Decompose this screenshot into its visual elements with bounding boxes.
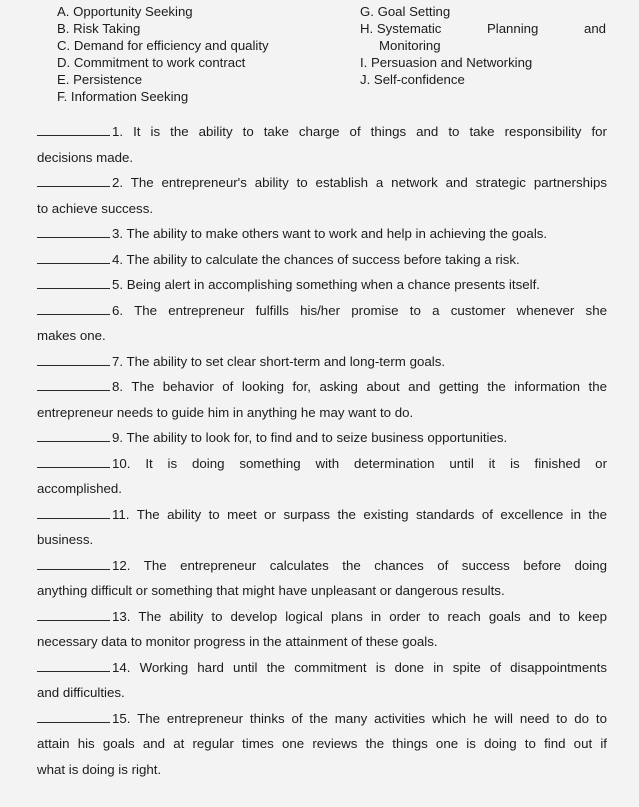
question-text: 14. Working hard until the commitment is done in spite of disappointments xyxy=(112,659,607,675)
question-text: 9. The ability to look for, to find and to seize business opportunities. xyxy=(112,430,508,445)
question-line xyxy=(37,502,607,528)
answer-blank[interactable] xyxy=(37,226,110,238)
answer-blank[interactable] xyxy=(37,456,110,468)
question-item xyxy=(37,298,607,349)
question-item xyxy=(37,374,607,425)
question-line xyxy=(37,221,607,247)
question-continuation: attain his goals and at regular times one reviews the things one is doing to find out if xyxy=(37,736,607,751)
answer-blank[interactable] xyxy=(37,277,110,289)
question-item xyxy=(37,170,607,221)
question-line xyxy=(37,553,607,579)
choice-h-part-3: and xyxy=(583,21,606,36)
question-continuation: and difficulties. xyxy=(37,685,125,700)
question-continuation: entrepreneur needs to guide him in anything he may want to do. xyxy=(37,404,414,420)
answer-blank[interactable] xyxy=(37,558,110,570)
choice-h-part-2: Planning xyxy=(487,21,539,36)
question-item xyxy=(37,119,607,170)
answer-blank[interactable] xyxy=(37,609,110,621)
question-item xyxy=(37,425,607,451)
choice-c: C. Demand for efficiency and quality xyxy=(57,38,269,53)
choice-h xyxy=(360,20,606,37)
question-continuation-2: what is doing is right. xyxy=(37,761,162,777)
choice-f: F. Information Seeking xyxy=(57,89,189,104)
question-text: 2. The entrepreneur's ability to establish a network and strategic partnerships xyxy=(112,175,607,190)
question-text: 1. It is the ability to take charge of things and to take responsibility for xyxy=(112,124,607,139)
question-item xyxy=(37,655,607,706)
question-text: 4. The ability to calculate the chances of success before taking a risk. xyxy=(112,251,520,267)
choice-d: D. Commitment to work contract xyxy=(57,55,246,70)
answer-blank[interactable] xyxy=(37,354,110,366)
answer-blank[interactable] xyxy=(37,124,110,136)
question-text: 3. The ability to make others want to work and help in achieving the goals. xyxy=(112,226,548,241)
question-line xyxy=(37,349,607,375)
answer-blank[interactable] xyxy=(37,252,110,264)
question-item xyxy=(37,451,607,502)
question-continuation: makes one. xyxy=(37,328,106,343)
question-list xyxy=(37,119,607,782)
question-line xyxy=(37,247,607,273)
question-item xyxy=(37,553,607,604)
question-text: 11. The ability to meet or surpass the existing standards of excellence in the xyxy=(112,506,607,522)
question-line xyxy=(37,655,607,681)
question-continuation: accomplished. xyxy=(37,481,122,496)
question-continuation: anything difficult or something that might have unpleasant or dangerous results. xyxy=(37,583,505,598)
choice-i: I. Persuasion and Networking xyxy=(360,55,533,70)
question-line xyxy=(37,374,607,400)
question-line xyxy=(37,451,607,477)
choice-a: A. Opportunity Seeking xyxy=(57,4,193,19)
choice-g: G. Goal Setting xyxy=(360,4,451,19)
answer-blank[interactable] xyxy=(37,711,110,723)
question-continuation: necessary data to monitor progress in the attainment of these goals. xyxy=(37,634,438,649)
question-line xyxy=(37,170,607,196)
question-item xyxy=(37,502,607,553)
choice-b: B. Risk Taking xyxy=(57,21,141,36)
choices-right-column xyxy=(360,3,615,88)
choices-left-column xyxy=(57,3,347,105)
question-text: 12. The entrepreneur calculates the chances of success before doing xyxy=(112,557,607,573)
question-text: 13. The ability to develop logical plans in order to reach goals and to keep xyxy=(112,608,607,624)
answer-blank[interactable] xyxy=(37,660,110,672)
question-continuation: decisions made. xyxy=(37,149,134,165)
question-line xyxy=(37,298,607,324)
question-line xyxy=(37,119,607,145)
question-line xyxy=(37,604,607,630)
question-text: 7. The ability to set clear short-term and long-term goals. xyxy=(112,353,446,369)
question-text: 15. The entrepreneur thinks of the many activities which he will need to do to xyxy=(112,710,607,726)
question-item xyxy=(37,221,607,247)
question-text: 8. The behavior of looking for, asking about and getting the information the xyxy=(112,379,607,394)
choice-h-continued: Monitoring xyxy=(379,38,441,53)
answer-blank[interactable] xyxy=(37,430,110,442)
question-item xyxy=(37,706,607,783)
question-item xyxy=(37,349,607,375)
question-item xyxy=(37,247,607,273)
choice-h-part-1: H. Systematic xyxy=(360,21,442,36)
question-line xyxy=(37,425,607,451)
question-text: 10. It is doing something with determination until it is finished or xyxy=(112,455,607,471)
answer-blank[interactable] xyxy=(37,175,110,187)
question-line xyxy=(37,272,607,298)
question-item xyxy=(37,604,607,655)
choice-j: J. Self-confidence xyxy=(360,72,465,87)
question-text: 6. The entrepreneur fulfills his/her promise to a customer whenever she xyxy=(112,302,607,318)
question-item xyxy=(37,272,607,298)
answer-blank[interactable] xyxy=(37,303,110,315)
answer-blank[interactable] xyxy=(37,379,110,391)
answer-blank[interactable] xyxy=(37,507,110,519)
question-continuation: business. xyxy=(37,532,94,547)
question-continuation: to achieve success. xyxy=(37,200,154,216)
question-text: 5. Being alert in accomplishing something when a chance presents itself. xyxy=(112,277,540,292)
question-line xyxy=(37,706,607,732)
choice-e: E. Persistence xyxy=(57,72,143,87)
